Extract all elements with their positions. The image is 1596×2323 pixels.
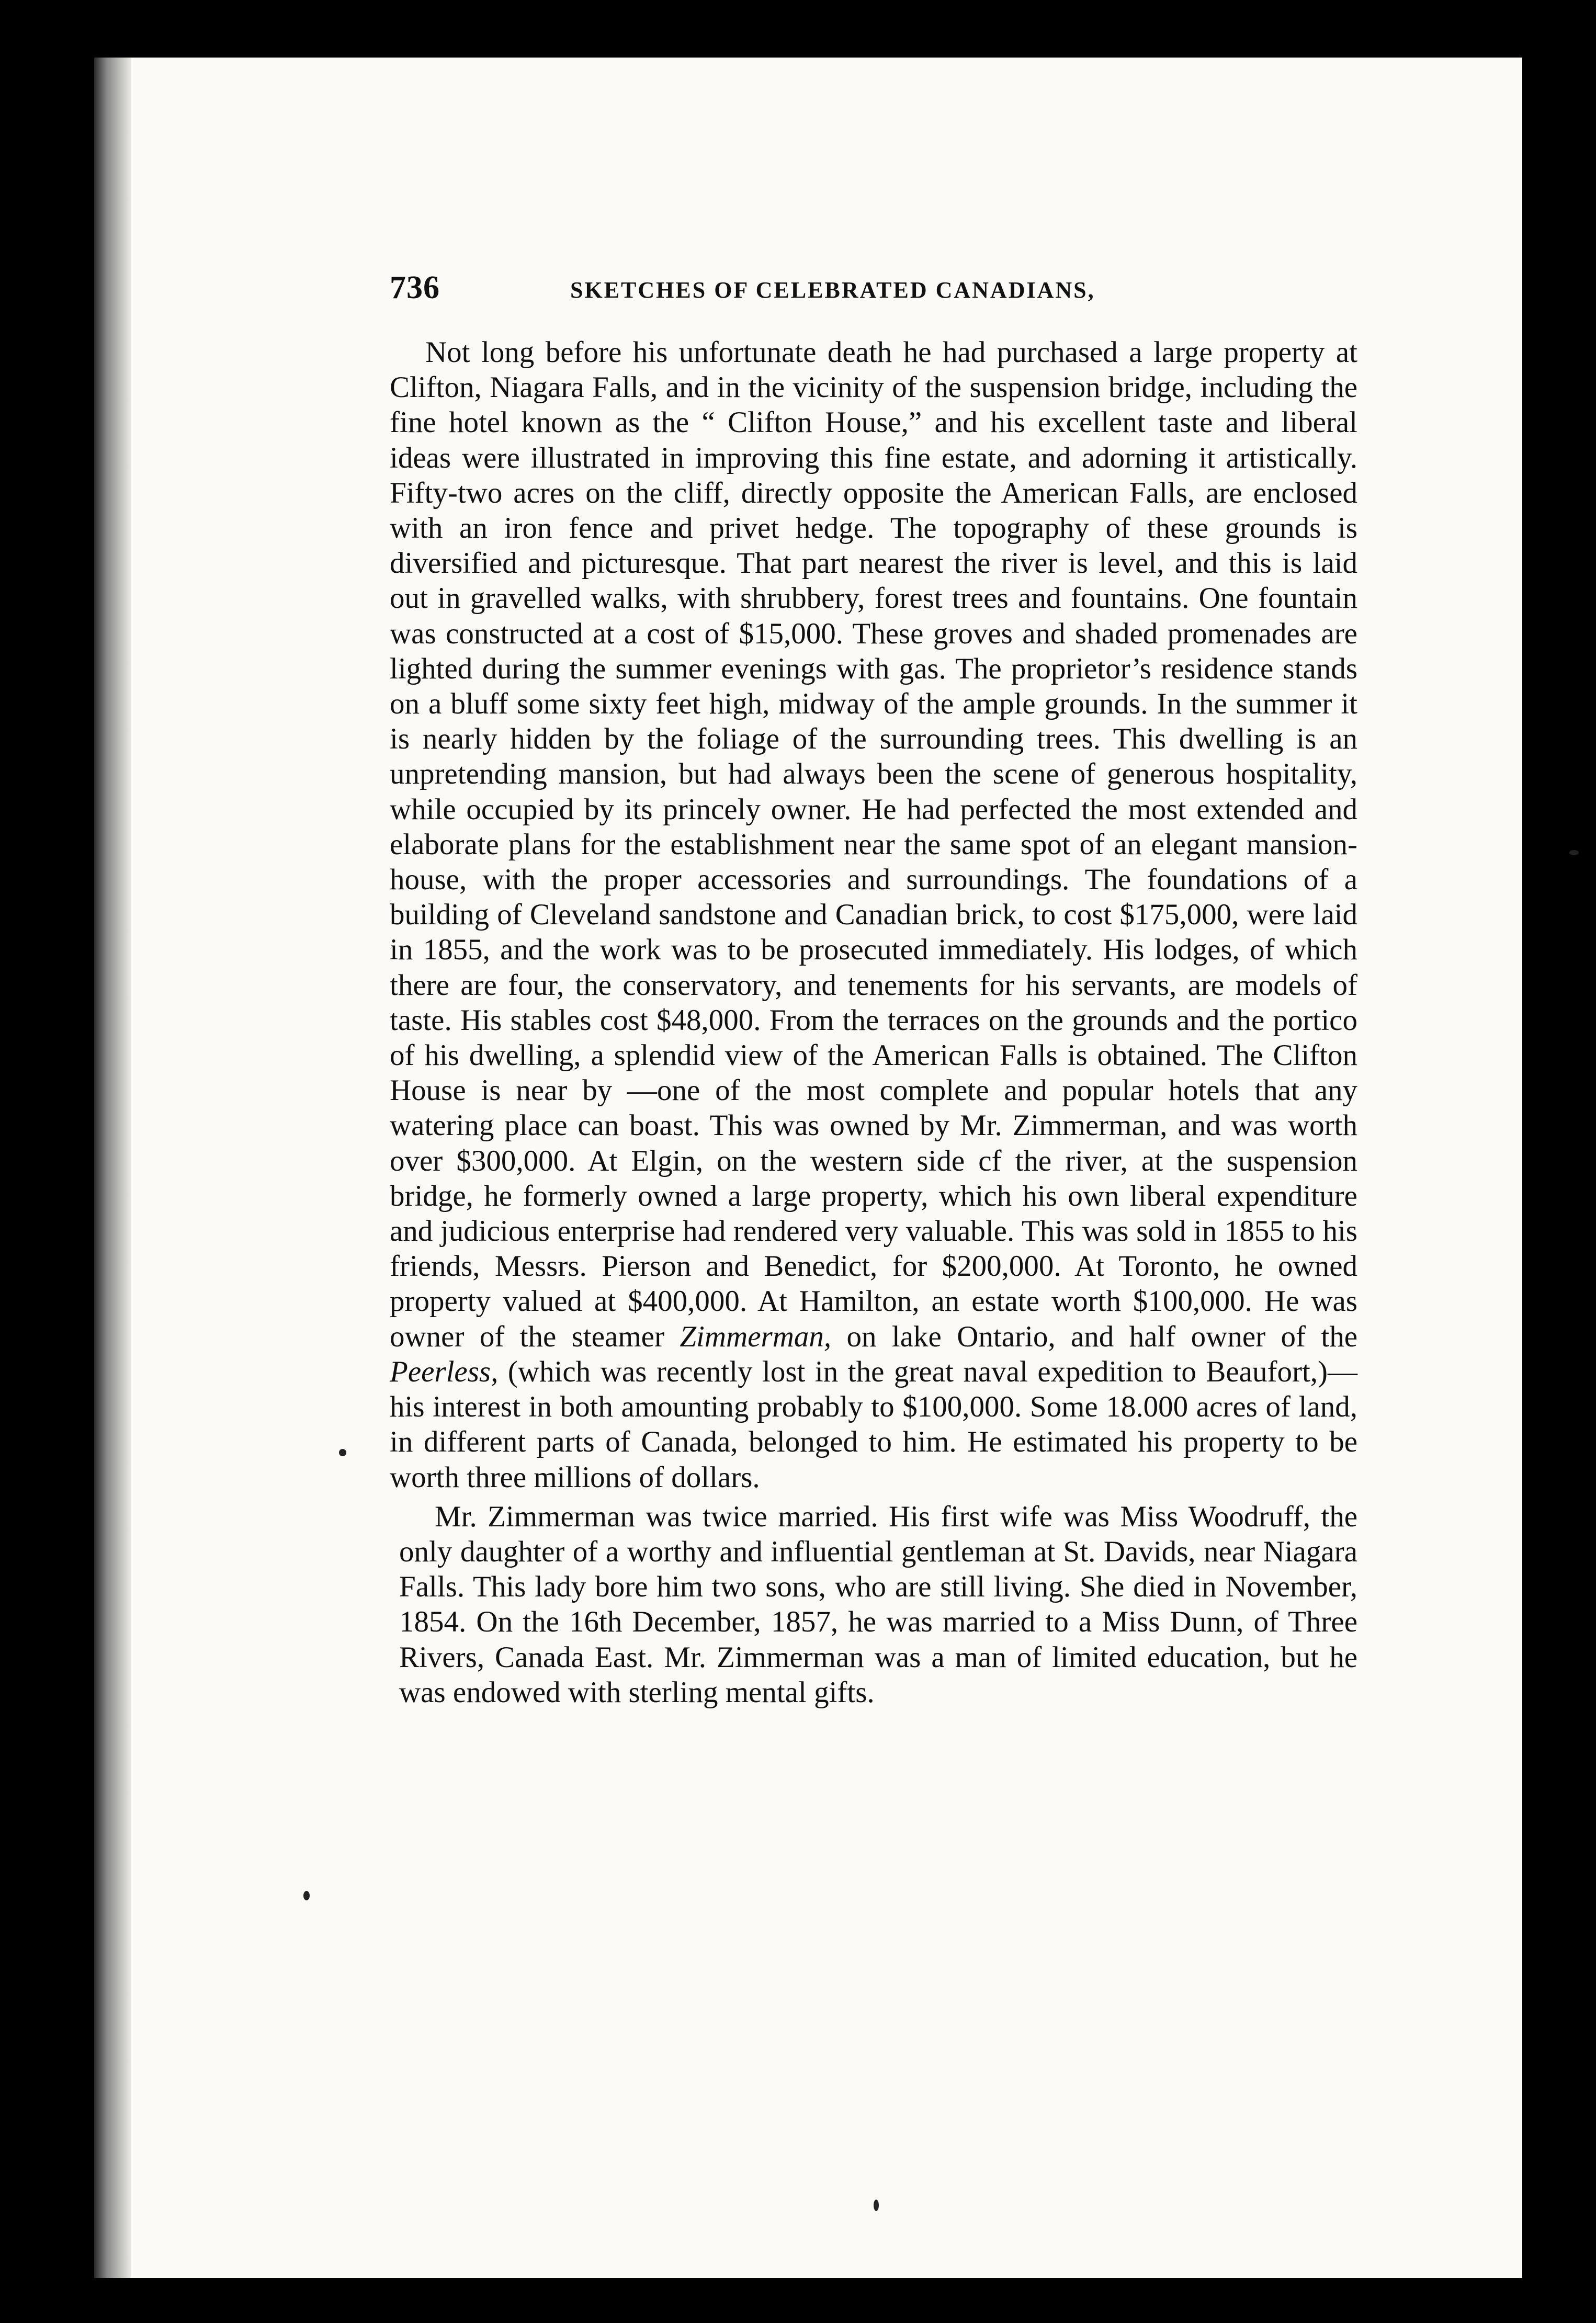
page-number: 736 [390,270,440,305]
paragraph-1-part-3: (which was recently lost in the great naval expedition to Beaufort,)—his interest in both amounting probably to $100,000. Some 18.000 acres of land, in different parts of Canada, belonged to him. He estimated his property to be worth three millions of dollars. [390,1355,1358,1494]
page-header [390,269,1368,311]
ink-speck [1569,850,1579,855]
running-head: SKETCHES OF CELEBRATED CANADIANS, [570,277,1095,303]
page-binding-shadow [94,58,131,2278]
paragraph-1 [390,335,1357,1495]
ink-speck [303,1891,310,1900]
paragraph-1-part-2: on lake Ontario, and half owner of the [846,1320,1358,1353]
ink-speck [874,2200,879,2211]
steamer-name-zimmerman: Zimmerman, [680,1320,832,1353]
paragraph-1-part-1: Not long before his unfortunate death he had purchased a large property at Clifton, Niagara Falls, and in the vicinity of the suspension bridge, including the fine hotel known as the “ Clifton House,” and his excellent taste and liberal ideas were illustrated in improving this fine estate, and adorning it artistically. Fifty-two acres on the cliff, directly opposite the American Falls, are enclosed with an iron fence and privet hedge. The topography of these grounds is diversified and picturesque. That part nearest the river is level, and this is laid out in gravelled walks, with shrubbery, forest trees and fountains. One fountain was constructed at a cost of $15,000. These groves and shaded promenades are lighted during the summer evenings with gas. The proprietor’s residence stands on a bluff some sixty feet high, midway of the ample grounds. In the summer it is nearly hidden by the foliage of the surrounding trees. This dwelling is an unpretending mansion, but had always been the scene of generous hospitality, while occupied by its princely owner. He had perfected the most extended and elaborate plans for the establishment near the same spot of an elegant mansion-house, with the proper accessories and surroundings. The foundations of a building of Cleveland sandstone and Canadian brick, to cost $175,000, were laid in 1855, and the work was to be prosecuted immediately. His lodges, of which there are four, the conservatory, and tenements for his servants, are models of taste. His stables cost $48,000. From the terraces on the grounds and the portico of his dwelling, a splendid view of the American Falls is obtained. The Clifton House is near by —one of the most complete and popular hotels that any watering place can boast. This was owned by Mr. Zimmerman, and was worth over $300,000. At Elgin, on the western side cf the river, at the suspension bridge, he formerly owned a large property, which his own liberal expenditure and judicious enterprise had rendered very valuable. This was sold in 1855 to his friends, Messrs. Pierson and Benedict, for $200,000. At Toronto, he owned property valued at $400,000. At Hamilton, an estate worth $100,000. He was owner of the steamer [390,336,1357,1353]
ink-speck [339,1449,346,1456]
paragraph-2: Mr. Zimmerman was twice married. His first wife was Miss Woodruff, the only daughter of a worthy and influential gentleman at St. Davids, near Niagara Falls. This lady bore him two sons, who are still living. She died in November, 1854. On the 16th December, 1857, he was married to a Miss Dunn, of Three Rivers, Canada East. Mr. Zimmerman was a man of limited education, but he was endowed with sterling mental gifts. [399,1500,1357,1709]
steamer-name-peerless: Peerless, [390,1355,499,1388]
body-text [390,335,1357,1710]
